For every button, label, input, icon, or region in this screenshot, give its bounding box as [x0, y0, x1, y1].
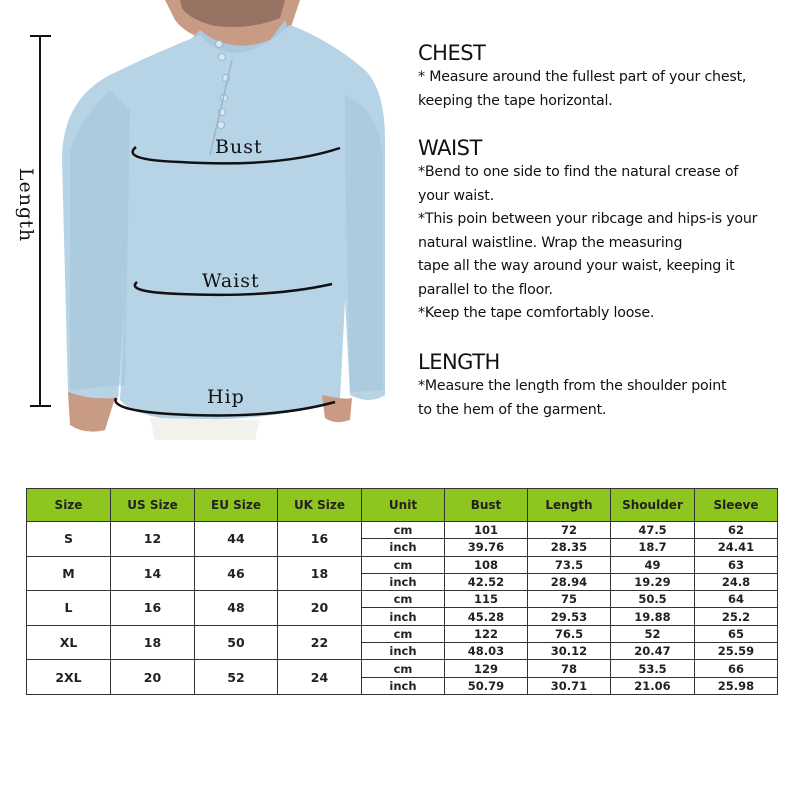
- length-cell: 73.5: [528, 556, 611, 573]
- bust-cell: 48.03: [445, 643, 528, 660]
- waist-line: *Bend to one side to find the natural crease of: [418, 164, 739, 180]
- bust-cell: 108: [445, 556, 528, 573]
- eu-size-cell: 50: [195, 625, 278, 660]
- length-label: Length: [15, 167, 37, 243]
- size-cell: XL: [27, 625, 111, 660]
- chest-line: keeping the tape horizontal.: [418, 92, 613, 109]
- shoulder-cell: 53.5: [611, 660, 695, 677]
- us-size-cell: 14: [111, 556, 195, 591]
- length-cell: 78: [528, 660, 611, 677]
- length-cell: 30.12: [528, 643, 611, 660]
- length-cell: 28.35: [528, 539, 611, 556]
- shoulder-cell: 18.7: [611, 539, 695, 556]
- header-unit: Unit: [362, 489, 445, 522]
- table-row: [27, 591, 778, 608]
- waist-line: your waist.: [418, 187, 494, 204]
- uk-size-cell: 16: [278, 522, 362, 557]
- length-section: [418, 349, 798, 422]
- shoulder-cell: 50.5: [611, 591, 695, 608]
- waist-label: Waist: [202, 270, 260, 292]
- unit-cell: inch: [362, 608, 445, 625]
- header-shoulder: Shoulder: [611, 489, 695, 522]
- waist-line: tape all the way around your waist, keeping it: [418, 258, 735, 274]
- length-cell: 29.53: [528, 608, 611, 625]
- us-size-cell: 16: [111, 591, 195, 626]
- length-line: *Measure the length from the shoulder point: [418, 378, 727, 394]
- unit-cell: cm: [362, 660, 445, 677]
- header-length: Length: [528, 489, 611, 522]
- bust-cell: 115: [445, 591, 528, 608]
- sleeve-cell: 64: [695, 591, 778, 608]
- shoulder-cell: 19.88: [611, 608, 695, 625]
- size-chart-table: [26, 488, 778, 695]
- header-uk-size: UK Size: [278, 489, 362, 522]
- size-cell: L: [27, 591, 111, 626]
- table-row: [27, 660, 778, 677]
- eu-size-cell: 48: [195, 591, 278, 626]
- length-cell: 28.94: [528, 573, 611, 590]
- bust-cell: 122: [445, 625, 528, 642]
- shoulder-cell: 52: [611, 625, 695, 642]
- eu-size-cell: 52: [195, 660, 278, 695]
- waist-line: *This poin between your ribcage and hips-is your: [418, 211, 758, 227]
- sleeve-cell: 63: [695, 556, 778, 573]
- shoulder-cell: 47.5: [611, 522, 695, 539]
- unit-cell: inch: [362, 643, 445, 660]
- chest-line: * Measure around the fullest part of your chest,: [418, 69, 747, 85]
- waist-line: natural waistline. Wrap the measuring: [418, 234, 683, 251]
- table-header-row: [27, 489, 778, 522]
- header-bust: Bust: [445, 489, 528, 522]
- sleeve-cell: 24.8: [695, 573, 778, 590]
- uk-size-cell: 24: [278, 660, 362, 695]
- eu-size-cell: 44: [195, 522, 278, 557]
- table-row: [27, 625, 778, 642]
- unit-cell: cm: [362, 625, 445, 642]
- length-cell: 30.71: [528, 677, 611, 694]
- sleeve-cell: 25.59: [695, 643, 778, 660]
- sleeve-cell: 25.2: [695, 608, 778, 625]
- us-size-cell: 20: [111, 660, 195, 695]
- bust-cell: 42.52: [445, 573, 528, 590]
- waist-section: [418, 135, 798, 326]
- eu-size-cell: 46: [195, 556, 278, 591]
- hip-label: Hip: [207, 386, 245, 408]
- uk-size-cell: 18: [278, 556, 362, 591]
- length-cell: 72: [528, 522, 611, 539]
- us-size-cell: 12: [111, 522, 195, 557]
- chest-section: [418, 40, 798, 113]
- length-line: to the hem of the garment.: [418, 401, 607, 418]
- us-size-cell: 18: [111, 625, 195, 660]
- bust-cell: 101: [445, 522, 528, 539]
- sleeve-cell: 25.98: [695, 677, 778, 694]
- length-title: LENGTH: [418, 350, 500, 374]
- header-sleeve: Sleeve: [695, 489, 778, 522]
- bust-cell: 129: [445, 660, 528, 677]
- unit-cell: cm: [362, 522, 445, 539]
- shoulder-cell: 19.29: [611, 573, 695, 590]
- shoulder-cell: 49: [611, 556, 695, 573]
- uk-size-cell: 22: [278, 625, 362, 660]
- header-eu-size: EU Size: [195, 489, 278, 522]
- waist-title: WAIST: [418, 136, 482, 160]
- unit-cell: inch: [362, 539, 445, 556]
- length-cell: 75: [528, 591, 611, 608]
- size-cell: S: [27, 522, 111, 557]
- header-size: Size: [27, 489, 111, 522]
- unit-cell: inch: [362, 677, 445, 694]
- table-row: [27, 556, 778, 573]
- sleeve-cell: 24.41: [695, 539, 778, 556]
- shoulder-cell: 20.47: [611, 643, 695, 660]
- unit-cell: inch: [362, 573, 445, 590]
- length-cell: 76.5: [528, 625, 611, 642]
- sleeve-cell: 62: [695, 522, 778, 539]
- sleeve-cell: 65: [695, 625, 778, 642]
- table-row: [27, 522, 778, 539]
- bust-cell: 45.28: [445, 608, 528, 625]
- shirt-image: [0, 0, 410, 440]
- uk-size-cell: 20: [278, 591, 362, 626]
- size-cell: M: [27, 556, 111, 591]
- sleeve-cell: 66: [695, 660, 778, 677]
- shoulder-cell: 21.06: [611, 677, 695, 694]
- bust-cell: 50.79: [445, 677, 528, 694]
- header-us-size: US Size: [111, 489, 195, 522]
- waist-line: *Keep the tape comfortably loose.: [418, 305, 655, 321]
- unit-cell: cm: [362, 556, 445, 573]
- bust-label: Bust: [215, 136, 263, 158]
- chest-title: CHEST: [418, 41, 486, 65]
- unit-cell: cm: [362, 591, 445, 608]
- waist-line: parallel to the floor.: [418, 281, 553, 298]
- shirt-illustration: [0, 0, 410, 440]
- size-cell: 2XL: [27, 660, 111, 695]
- bust-cell: 39.76: [445, 539, 528, 556]
